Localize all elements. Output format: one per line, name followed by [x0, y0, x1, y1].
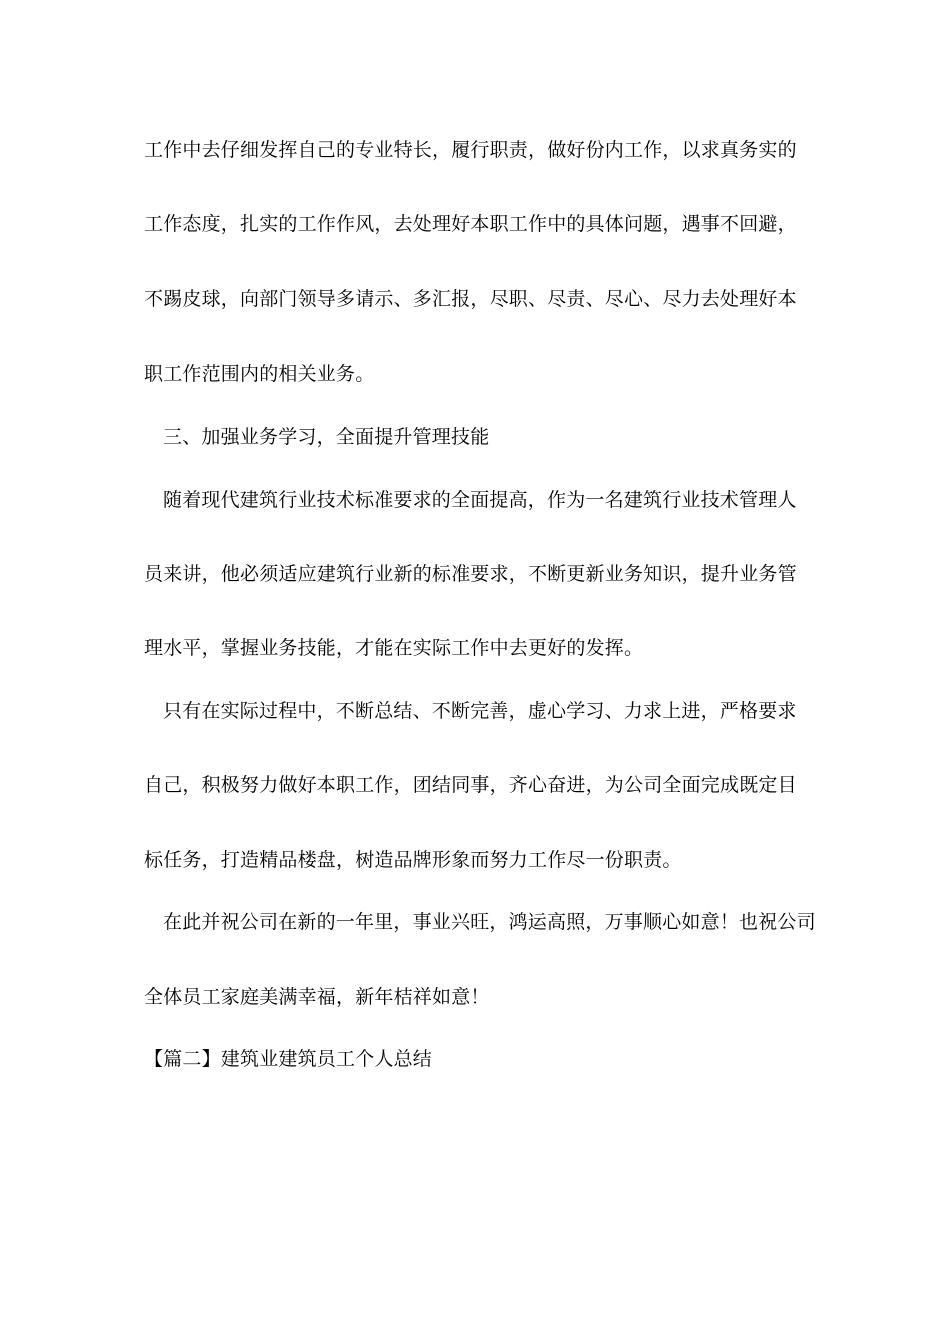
paragraph-line-8: 只有在实际过程中，不断总结、不断完善，虚心学习、力求上进，严格要求: [163, 700, 797, 722]
paragraph-line-10: 标任务，打造精品楼盘，树造品牌形象而努力工作尽一份职责。: [144, 849, 682, 871]
section-heading-3: 三、加强业务学习，全面提升管理技能: [163, 426, 490, 448]
paragraph-line-9: 自己，积极努力做好本职工作，团结同事，齐心奋进，为公司全面完成既定目: [144, 774, 797, 796]
paragraph-line-5: 随着现代建筑行业技术标准要求的全面提高，作为一名建筑行业技术管理人: [163, 489, 797, 511]
paragraph-line-4: 职工作范围内的相关业务。: [144, 363, 375, 385]
paragraph-line-6: 员来讲，他必须适应建筑行业新的标准要求，不断更新业务知识，提升业务管: [144, 563, 797, 585]
paragraph-line-3: 不踢皮球，向部门领导多请示、多汇报，尽职、尽责、尽心、尽力去处理好本: [144, 288, 797, 310]
paragraph-line-1: 工作中去仔细发挥自己的专业特长，履行职责，做好份内工作，以求真务实的: [144, 139, 797, 161]
paragraph-line-12: 全体员工家庭美满幸福，新年桔祥如意！: [144, 986, 490, 1008]
paragraph-line-7: 理水平，掌握业务技能，才能在实际工作中去更好的发挥。: [144, 637, 644, 659]
chapter-heading: 【篇二】建筑业建筑员工个人总结: [144, 1048, 433, 1070]
paragraph-line-2: 工作态度，扎实的工作作风，去处理好本职工作中的具体问题，遇事不回避，: [144, 213, 797, 235]
paragraph-line-11: 在此并祝公司在新的一年里，事业兴旺，鸿运高照，万事顺心如意！也祝公司: [163, 911, 816, 933]
